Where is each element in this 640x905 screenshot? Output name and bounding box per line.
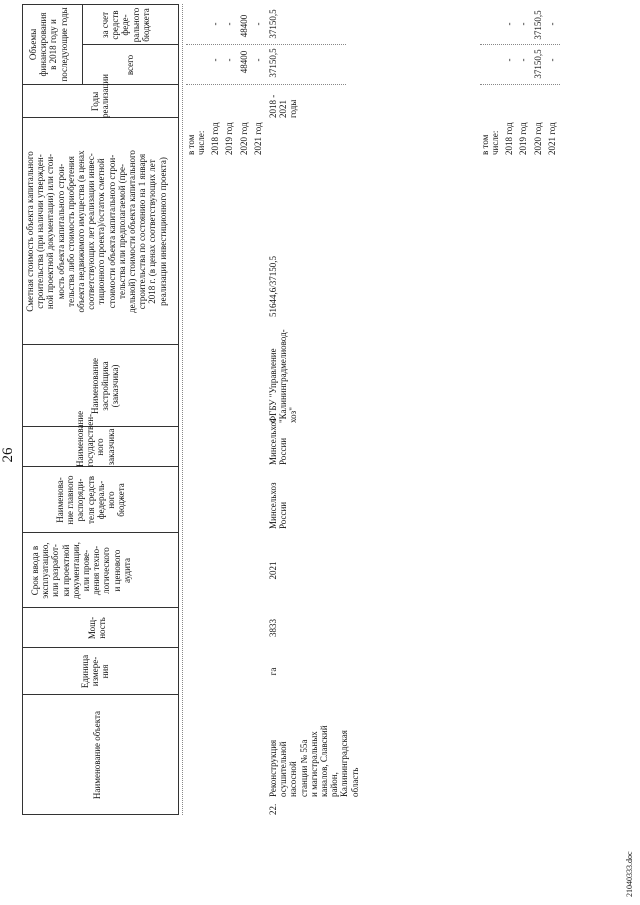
row-year-2018: 2018 год bbox=[504, 122, 514, 155]
row-year-2019: 2019 год bbox=[518, 122, 528, 155]
upper-total-2020: 48400 bbox=[239, 50, 249, 74]
upper-year-2021: 2021 год bbox=[253, 122, 263, 155]
header-years: Годы реализации bbox=[90, 74, 111, 118]
row-years: 2018 - 2021 годы bbox=[268, 94, 299, 118]
header-total: всего bbox=[125, 54, 135, 76]
row-cost: 51644,6/37150,5 bbox=[268, 255, 278, 317]
header-developer: Наименование застройщика (заказчика) bbox=[90, 357, 121, 415]
row-main-manager: Минсельхоз России bbox=[268, 482, 289, 529]
upper-federal-2019: - bbox=[224, 22, 234, 26]
row-total-2021: - bbox=[547, 58, 557, 62]
upper-year-2019: 2019 год bbox=[224, 122, 234, 155]
row-federal-2021: - bbox=[547, 22, 557, 26]
data-col-divider bbox=[186, 84, 346, 85]
row-total-2018: - bbox=[504, 58, 514, 62]
row-total-2020: 37150,5 bbox=[533, 49, 543, 79]
upper-total-2018: - bbox=[210, 58, 220, 62]
header-capacity: Мощ- ность bbox=[87, 616, 108, 640]
row-developer: ФГБУ "Управление "Калининградмелиовод- хоз" bbox=[268, 329, 299, 423]
row-breakdown-label: в том числе: bbox=[480, 130, 501, 155]
upper-total-2019: - bbox=[224, 58, 234, 62]
document-filename: 21040333.doc bbox=[625, 851, 634, 897]
row-total: 37150,5 bbox=[268, 48, 278, 78]
row-total-2019: - bbox=[518, 58, 528, 62]
row-federal-2019: - bbox=[518, 22, 528, 26]
upper-year-2020: 2020 год bbox=[239, 122, 249, 155]
header-funding: Объемы финансирования в 2018 году и последующие годы bbox=[28, 7, 69, 82]
header-main-manager: Наименова- ние главного распоряди- теля средств федераль- ного бюджета bbox=[55, 475, 127, 525]
header-federal: за счет средств феде- рального бюджета bbox=[100, 7, 151, 43]
header-object-name: Наименование объекта bbox=[92, 710, 102, 800]
row-number: 22. bbox=[268, 803, 278, 815]
row-unit: га bbox=[268, 667, 278, 676]
upper-federal-2020: 48400 bbox=[239, 14, 249, 38]
header-term: Срок ввода в эксплуатацию, или разработ- ки проектной документации, или прове- дения техно- логического и ценового аудита bbox=[30, 542, 132, 599]
header-dotted-rule bbox=[182, 4, 183, 815]
data-col-divider bbox=[480, 84, 560, 85]
upper-federal-2021: - bbox=[253, 22, 263, 26]
data-col-divider bbox=[480, 44, 560, 45]
upper-breakdown-label: в том числе: bbox=[186, 130, 207, 155]
row-federal-2020: 37150,5 bbox=[533, 10, 543, 40]
row-federal-2018: - bbox=[504, 22, 514, 26]
row-year-2021: 2021 год bbox=[547, 122, 557, 155]
upper-year-2018: 2018 год bbox=[210, 122, 220, 155]
upper-total-2021: - bbox=[253, 58, 263, 62]
header-unit: Единица измере- ния bbox=[80, 654, 111, 689]
upper-federal-2018: - bbox=[210, 22, 220, 26]
row-federal: 37150,5 bbox=[268, 9, 278, 39]
header-state-customer: Наименование государствен- ного заказчика bbox=[75, 410, 116, 467]
page-number: 26 bbox=[0, 447, 16, 463]
row-capacity: 3833 bbox=[268, 619, 278, 637]
row-term: 2021 bbox=[268, 561, 278, 580]
row-state-customer: Минсельхоз России bbox=[268, 418, 289, 465]
header-cost: Сметная стоимость объекта капитального строительства (при наличии утвержден- ной проектной документации) или стои- мость объекта капитального строи- тельства либо стоимость приобретения объекта недвижимого имущества (в ценах соответствующих лет реализации инвес- тиционного проекта)/остаток сметной стоимости объекта капитального строи- тельства или предполагаемой (пре- дельной) стоимости объекта капитального строительства по состоянию на 1 января 2018 г. (в ценах соответствующих лет реализации инвестиционного проекта) bbox=[25, 150, 168, 313]
row-object-name: Реконструкция осушительной насосной станции № 55а и магистральных каналов, Славский район, Калининградская область bbox=[268, 725, 360, 797]
row-year-2020: 2020 год bbox=[533, 122, 543, 155]
